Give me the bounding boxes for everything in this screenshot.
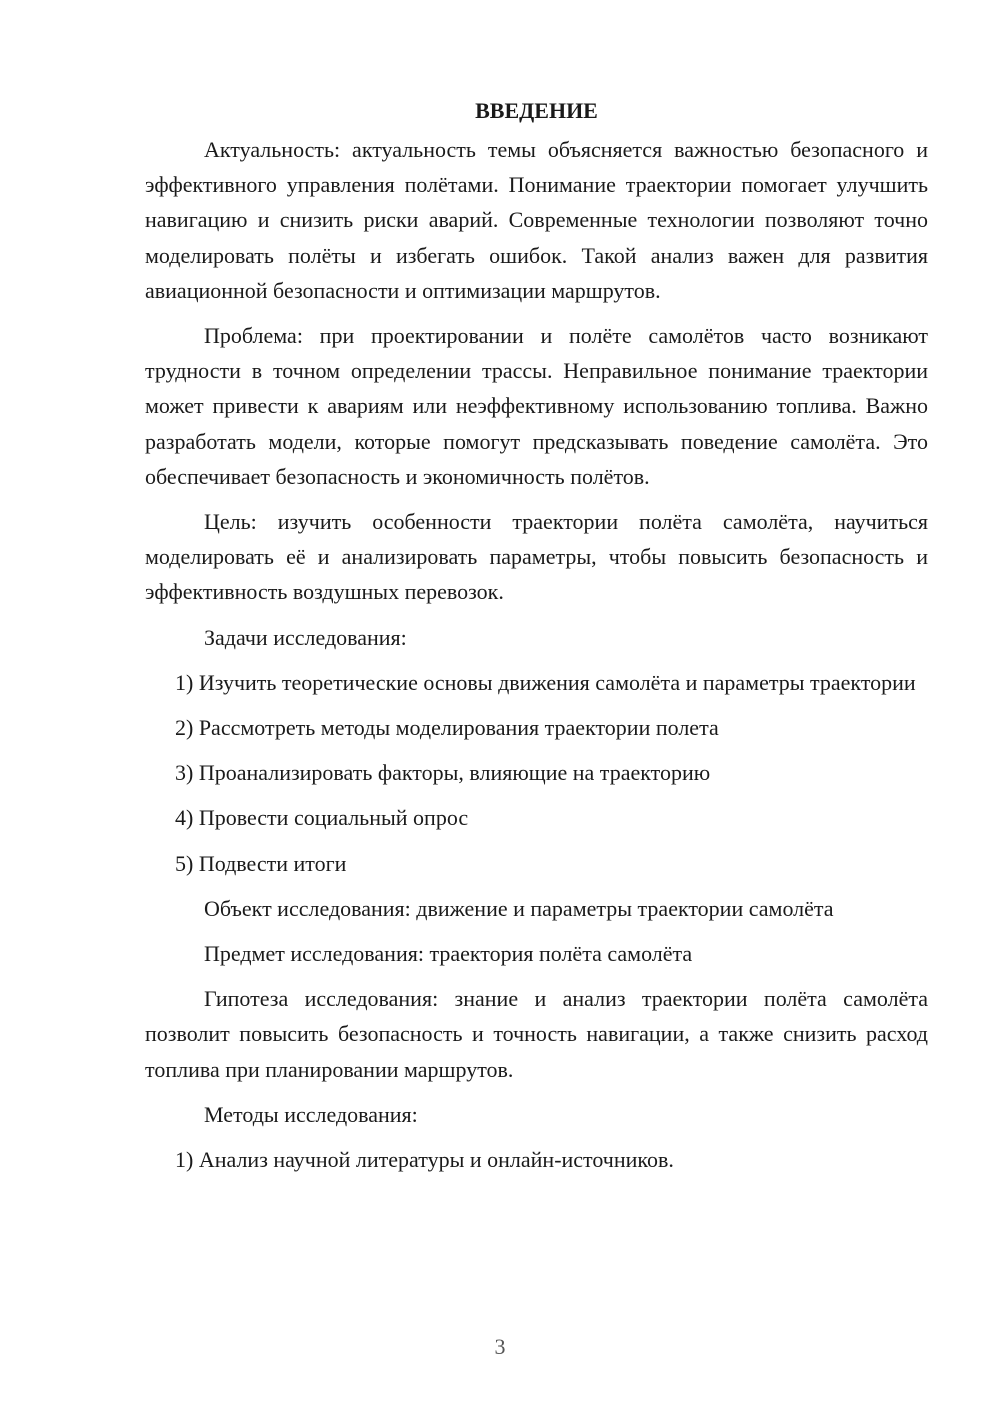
task-item: 5) Подвести итоги (175, 850, 347, 876)
page-title: ВВЕДЕНИЕ (475, 98, 598, 123)
relevance-paragraph: Актуальность: актуальность темы объясняется важностью безопасного и эффективного управления полётами. Понимание траектории помогает улучшить навигацию и снизить риски аварий. Современные технологии позволяют точно моделировать полёты и избегать ошибок. Такой анализ важен для развития авиационной безопасности и оптимизации маршрутов. (145, 137, 928, 303)
hypothesis-paragraph: Гипотеза исследования: знание и анализ траектории полёта самолёта позволит повысить безопасность и точность навигации, а также снизить расход топлива при планировании маршрутов. (145, 986, 928, 1082)
subject-paragraph: Предмет исследования: траектория полёта самолёта (204, 941, 693, 967)
tasks-heading: Задачи исследования: (204, 624, 407, 650)
task-item: 1) Изучить теоретические основы движения самолёта и параметры траектории (175, 669, 916, 695)
task-item: 2) Рассмотреть методы моделирования траектории полета (175, 715, 719, 741)
document-page (145, 96, 928, 1187)
object-paragraph: Объект исследования: движение и параметры траектории самолёта (204, 895, 834, 921)
methods-heading: Методы исследования: (204, 1101, 418, 1127)
task-item: 4) Провести социальный опрос (175, 805, 469, 831)
problem-paragraph: Проблема: при проектировании и полёте самолётов часто возникают трудности в точном определении трассы. Неправильное понимание траектории может привести к авариям или неэффективному использованию топлива. Важно разработать модели, которые помогут предсказывать поведение самолёта. Это обеспечивает безопасность и экономичность полётов. (145, 323, 928, 489)
method-item: 1) Анализ научной литературы и онлайн-источников. (175, 1147, 674, 1173)
goal-paragraph: Цель: изучить особенности траектории полёта самолёта, научиться моделировать её и анализировать параметры, чтобы повысить безопасность и эффективность воздушных перевозок. (145, 509, 928, 605)
page-number: 3 (494, 1334, 506, 1359)
task-item: 3) Проанализировать факторы, влияющие на траекторию (175, 760, 711, 786)
